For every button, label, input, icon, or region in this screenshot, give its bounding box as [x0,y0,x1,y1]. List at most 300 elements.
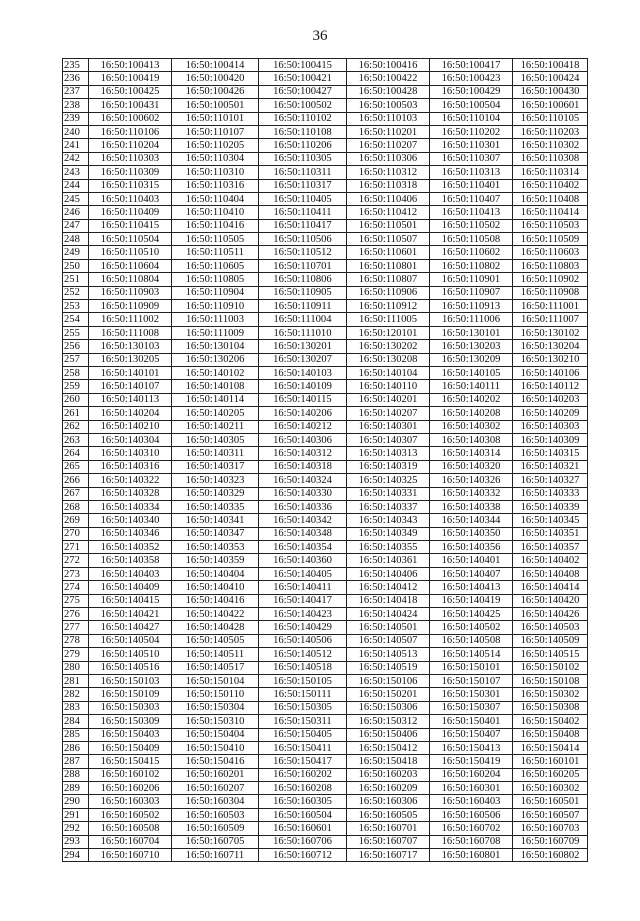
cadastral-number-cell: 16:50:110605 [172,259,259,272]
row-number: 267 [63,487,89,500]
row-number: 245 [63,192,89,205]
cadastral-number-cell: 16:50:140109 [259,380,347,393]
cadastral-number-cell: 16:50:130101 [430,326,513,339]
cadastral-number-cell: 16:50:140424 [347,608,430,621]
cadastral-number-cell: 16:50:160505 [347,808,430,821]
cadastral-number-cell: 16:50:110108 [259,125,347,138]
cadastral-number-cell: 16:50:160701 [347,822,430,835]
cadastral-number-cell: 16:50:150408 [513,728,588,741]
cadastral-number-cell: 16:50:110411 [259,206,347,219]
table-row [63,474,588,487]
row-number: 284 [63,715,89,728]
cadastral-number-cell: 16:50:160202 [259,768,347,781]
table-row [63,300,588,313]
table-row [63,192,588,205]
cadastral-number-cell: 16:50:160302 [513,782,588,795]
cadastral-number-cell: 16:50:111005 [347,313,430,326]
row-number: 281 [63,674,89,687]
cadastral-number-cell: 16:50:150410 [172,741,259,754]
cadastral-number-cell: 16:50:110311 [259,166,347,179]
table-row [63,313,588,326]
cadastral-number-cell: 16:50:160203 [347,768,430,781]
cadastral-number-cell: 16:50:140516 [89,661,172,674]
cadastral-number-cell: 16:50:140354 [259,541,347,554]
table-row [63,648,588,661]
cadastral-number-cell: 16:50:140323 [172,474,259,487]
cadastral-number-cell: 16:50:110312 [347,166,430,179]
cadastral-number-cell: 16:50:140309 [513,433,588,446]
cadastral-number-cell: 16:50:110603 [513,246,588,259]
cadastral-number-cell: 16:50:160206 [89,782,172,795]
cadastral-number-cell: 16:50:140360 [259,554,347,567]
cadastral-number-cell: 16:50:110804 [89,273,172,286]
table-row [63,688,588,701]
cadastral-number-cell: 16:50:100424 [513,72,588,85]
cadastral-number-cell: 16:50:140312 [259,447,347,460]
cadastral-number-cell: 16:50:140343 [347,514,430,527]
cadastral-number-cell: 16:50:150308 [513,701,588,714]
table-row [63,72,588,85]
cadastral-number-cell: 16:50:111007 [513,313,588,326]
cadastral-number-cell: 16:50:110103 [347,112,430,125]
cadastral-number-cell: 16:50:160403 [430,795,513,808]
cadastral-number-cell: 16:50:140317 [172,460,259,473]
cadastral-number-cell: 16:50:110412 [347,206,430,219]
cadastral-number-cell: 16:50:100602 [89,112,172,125]
cadastral-number-cell: 16:50:160303 [89,795,172,808]
cadastral-number-cell: 16:50:110317 [259,179,347,192]
table-row [63,567,588,580]
cadastral-number-cell: 16:50:140203 [513,393,588,406]
cadastral-number-cell: 16:50:140201 [347,393,430,406]
cadastral-number-cell: 16:50:140352 [89,541,172,554]
cadastral-number-cell: 16:50:140344 [430,514,513,527]
cadastral-number-cell: 16:50:110306 [347,152,430,165]
row-number: 288 [63,768,89,781]
cadastral-number-cell: 16:50:160801 [430,849,513,862]
cadastral-number-cell: 16:50:150104 [172,674,259,687]
cadastral-number-cell: 16:50:140427 [89,621,172,634]
cadastral-number-cell: 16:50:110202 [430,125,513,138]
cadastral-number-cell: 16:50:140311 [172,447,259,460]
cadastral-number-cell: 16:50:150412 [347,741,430,754]
row-number: 254 [63,313,89,326]
row-number: 264 [63,447,89,460]
cadastral-number-cell: 16:50:110506 [259,233,347,246]
row-number: 251 [63,273,89,286]
row-number: 266 [63,474,89,487]
cadastral-number-cell: 16:50:150310 [172,715,259,728]
cadastral-number-cell: 16:50:160501 [513,795,588,808]
cadastral-number-cell: 16:50:110315 [89,179,172,192]
row-number: 262 [63,420,89,433]
cadastral-number-cell: 16:50:111009 [172,326,259,339]
cadastral-number-cell: 16:50:140318 [259,460,347,473]
cadastral-number-cell: 16:50:150414 [513,741,588,754]
table-row [63,527,588,540]
row-number: 269 [63,514,89,527]
cadastral-number-cell: 16:50:140316 [89,460,172,473]
table-row [63,85,588,98]
cadastral-number-cell: 16:50:110307 [430,152,513,165]
cadastral-number-cell: 16:50:150305 [259,701,347,714]
table-row [63,541,588,554]
cadastral-number-cell: 16:50:110416 [172,219,259,232]
table-row [63,273,588,286]
cadastral-number-cell: 16:50:140422 [172,608,259,621]
cadastral-number-cell: 16:50:140335 [172,500,259,513]
cadastral-number-cell: 16:50:130204 [513,340,588,353]
cadastral-number-cell: 16:50:111006 [430,313,513,326]
cadastral-number-cell: 16:50:160306 [347,795,430,808]
cadastral-number-cell: 16:50:140315 [513,447,588,460]
cadastral-number-cell: 16:50:110305 [259,152,347,165]
cadastral-number-cell: 16:50:130102 [513,326,588,339]
cadastral-number-cell: 16:50:100503 [347,99,430,112]
cadastral-number-cell: 16:50:110913 [430,300,513,313]
cadastral-number-cell: 16:50:110414 [513,206,588,219]
cadastral-number-cell: 16:50:100419 [89,72,172,85]
cadastral-number-cell: 16:50:150402 [513,715,588,728]
cadastral-number-cell: 16:50:160504 [259,808,347,821]
cadastral-number-cell: 16:50:150108 [513,674,588,687]
cadastral-number-cell: 16:50:110701 [259,259,347,272]
cadastral-number-cell: 16:50:111008 [89,326,172,339]
cadastral-number-cell: 16:50:160508 [89,822,172,835]
row-number: 270 [63,527,89,540]
cadastral-number-cell: 16:50:140353 [172,541,259,554]
cadastral-number-cell: 16:50:140406 [347,567,430,580]
cadastral-number-cell: 16:50:110107 [172,125,259,138]
cadastral-number-cell: 16:50:100425 [89,85,172,98]
cadastral-number-cell: 16:50:140517 [172,661,259,674]
cadastral-number-cell: 16:50:110512 [259,246,347,259]
table-row [63,460,588,473]
cadastral-number-cell: 16:50:111002 [89,313,172,326]
cadastral-number-cell: 16:50:110201 [347,125,430,138]
cadastral-number-cell: 16:50:111003 [172,313,259,326]
cadastral-number-cell: 16:50:140304 [89,433,172,446]
cadastral-number-cell: 16:50:110502 [430,219,513,232]
table-row [63,487,588,500]
cadastral-number-cell: 16:50:150105 [259,674,347,687]
cadastral-number-cell: 16:50:110313 [430,166,513,179]
row-number: 248 [63,233,89,246]
cadastral-number-cell: 16:50:150109 [89,688,172,701]
cadastral-number-cell: 16:50:140359 [172,554,259,567]
row-number: 287 [63,755,89,768]
cadastral-number-cell: 16:50:140204 [89,407,172,420]
cadastral-number-cell: 16:50:100429 [430,85,513,98]
cadastral-number-cell: 16:50:140301 [347,420,430,433]
cadastral-number-cell: 16:50:160709 [513,835,588,848]
cadastral-number-cell: 16:50:140503 [513,621,588,634]
table-row [63,99,588,112]
cadastral-number-cell: 16:50:100431 [89,99,172,112]
cadastral-number-cell: 16:50:110604 [89,259,172,272]
table-row [63,594,588,607]
table-row [63,715,588,728]
cadastral-number-cell: 16:50:110901 [430,273,513,286]
cadastral-number-cell: 16:50:140302 [430,420,513,433]
cadastral-number-cell: 16:50:100416 [347,59,430,72]
cadastral-number-cell: 16:50:100414 [172,59,259,72]
cadastral-number-cell: 16:50:110301 [430,139,513,152]
cadastral-number-cell: 16:50:160205 [513,768,588,781]
row-number: 261 [63,407,89,420]
cadastral-number-cell: 16:50:110318 [347,179,430,192]
table-row [63,728,588,741]
cadastral-number-cell: 16:50:110909 [89,300,172,313]
row-number: 289 [63,782,89,795]
cadastral-number-cell: 16:50:150404 [172,728,259,741]
cadastral-number-cell: 16:50:150111 [259,688,347,701]
cadastral-number-cell: 16:50:110407 [430,192,513,205]
cadastral-number-cell: 16:50:140303 [513,420,588,433]
cadastral-number-cell: 16:50:150403 [89,728,172,741]
cadastral-number-cell: 16:50:140326 [430,474,513,487]
cadastral-number-cell: 16:50:140337 [347,500,430,513]
cadastral-number-cell: 16:50:110501 [347,219,430,232]
cadastral-number-cell: 16:50:140321 [513,460,588,473]
row-number: 278 [63,634,89,647]
cadastral-number-cell: 16:50:160506 [430,808,513,821]
cadastral-number-cell: 16:50:110511 [172,246,259,259]
cadastral-number-cell: 16:50:140426 [513,608,588,621]
cadastral-number-cell: 16:50:150309 [89,715,172,728]
cadastral-number-cell: 16:50:110503 [513,219,588,232]
row-number: 285 [63,728,89,741]
cadastral-number-cell: 16:50:100430 [513,85,588,98]
table-row [63,554,588,567]
row-number: 240 [63,125,89,138]
row-number: 294 [63,849,89,862]
cadastral-number-cell: 16:50:160102 [89,768,172,781]
cadastral-number-cell: 16:50:140349 [347,527,430,540]
cadastral-number-cell: 16:50:140325 [347,474,430,487]
cadastral-number-cell: 16:50:110410 [172,206,259,219]
cadastral-number-cell: 16:50:130210 [513,353,588,366]
cadastral-number-cell: 16:50:110903 [89,286,172,299]
cadastral-number-cell: 16:50:140345 [513,514,588,527]
cadastral-number-cell: 16:50:140356 [430,541,513,554]
cadastral-number-cell: 16:50:140416 [172,594,259,607]
cadastral-number-cell: 16:50:140405 [259,567,347,580]
cadastral-number-cell: 16:50:140208 [430,407,513,420]
cadastral-number-cell: 16:50:110104 [430,112,513,125]
cadastral-number-cell: 16:50:140202 [430,393,513,406]
cadastral-number-cell: 16:50:140501 [347,621,430,634]
cadastral-number-cell: 16:50:160208 [259,782,347,795]
cadastral-number-cell: 16:50:140209 [513,407,588,420]
row-number: 279 [63,648,89,661]
cadastral-number-cell: 16:50:150418 [347,755,430,768]
row-number: 249 [63,246,89,259]
cadastral-number-cell: 16:50:140404 [172,567,259,580]
cadastral-number-cell: 16:50:140407 [430,567,513,580]
cadastral-number-cell: 16:50:140211 [172,420,259,433]
cadastral-number-cell: 16:50:110402 [513,179,588,192]
cadastral-number-cell: 16:50:140502 [430,621,513,634]
table-row [63,755,588,768]
row-number: 238 [63,99,89,112]
row-number: 273 [63,567,89,580]
cadastral-number-cell: 16:50:140308 [430,433,513,446]
cadastral-number-cell: 16:50:140350 [430,527,513,540]
cadastral-number-cell: 16:50:160708 [430,835,513,848]
cadastral-number-cell: 16:50:140336 [259,500,347,513]
cadastral-number-cell: 16:50:160509 [172,822,259,835]
cadastral-number-cell: 16:50:110415 [89,219,172,232]
cadastral-number-cell: 16:50:140107 [89,380,172,393]
cadastral-number-cell: 16:50:150405 [259,728,347,741]
cadastral-number-cell: 16:50:140113 [89,393,172,406]
cadastral-number-cell: 16:50:150102 [513,661,588,674]
cadastral-number-cell: 16:50:140313 [347,447,430,460]
cadastral-number-cell: 16:50:110101 [172,112,259,125]
cadastral-number-cell: 16:50:140112 [513,380,588,393]
cadastral-number-cell: 16:50:140519 [347,661,430,674]
row-number: 286 [63,741,89,754]
cadastral-number-cell: 16:50:140324 [259,474,347,487]
cadastral-number-cell: 16:50:100417 [430,59,513,72]
table-row [63,782,588,795]
cadastral-number-cell: 16:50:130202 [347,340,430,353]
cadastral-number-cell: 16:50:110403 [89,192,172,205]
cadastral-number-cell: 16:50:100415 [259,59,347,72]
cadastral-number-cell: 16:50:130104 [172,340,259,353]
cadastral-number-cell: 16:50:140411 [259,581,347,594]
cadastral-number-cell: 16:50:150419 [430,755,513,768]
cadastral-number-cell: 16:50:160204 [430,768,513,781]
cadastral-number-cell: 16:50:110304 [172,152,259,165]
cadastral-number-cell: 16:50:100501 [172,99,259,112]
cadastral-number-cell: 16:50:110601 [347,246,430,259]
cadastral-number-cell: 16:50:140514 [430,648,513,661]
cadastral-number-cell: 16:50:111004 [259,313,347,326]
cadastral-number-cell: 16:50:150417 [259,755,347,768]
cadastral-number-cell: 16:50:140355 [347,541,430,554]
cadastral-number-cell: 16:50:140305 [172,433,259,446]
cadastral-number-cell: 16:50:110505 [172,233,259,246]
cadastral-number-cell: 16:50:140338 [430,500,513,513]
cadastral-number-cell: 16:50:150401 [430,715,513,728]
cadastral-number-cell: 16:50:110806 [259,273,347,286]
cadastral-number-cell: 16:50:140322 [89,474,172,487]
cadastral-number-cell: 16:50:110906 [347,286,430,299]
cadastral-number-cell: 16:50:150406 [347,728,430,741]
cadastral-number-cell: 16:50:110206 [259,139,347,152]
cadastral-number-cell: 16:50:140103 [259,366,347,379]
cadastral-number-cell: 16:50:140425 [430,608,513,621]
cadastral-number-cell: 16:50:140358 [89,554,172,567]
cadastral-number-cell: 16:50:140334 [89,500,172,513]
cadastral-number-cell: 16:50:140513 [347,648,430,661]
row-number: 271 [63,541,89,554]
row-number: 241 [63,139,89,152]
cadastral-number-cell: 16:50:160305 [259,795,347,808]
cadastral-number-cell: 16:50:150103 [89,674,172,687]
cadastral-number-cell: 16:50:140207 [347,407,430,420]
cadastral-number-cell: 16:50:110413 [430,206,513,219]
cadastral-number-cell: 16:50:110905 [259,286,347,299]
cadastral-number-cell: 16:50:150101 [430,661,513,674]
cadastral-number-cell: 16:50:160304 [172,795,259,808]
cadastral-number-cell: 16:50:110303 [89,152,172,165]
cadastral-number-cell: 16:50:110106 [89,125,172,138]
cadastral-number-cell: 16:50:160502 [89,808,172,821]
cadastral-number-cell: 16:50:130205 [89,353,172,366]
cadastral-number-cell: 16:50:160802 [513,849,588,862]
cadastral-number-cell: 16:50:140423 [259,608,347,621]
row-number: 236 [63,72,89,85]
cadastral-number-cell: 16:50:110401 [430,179,513,192]
cadastral-number-cell: 16:50:150416 [172,755,259,768]
cadastral-number-cell: 16:50:160703 [513,822,588,835]
cadastral-number-cell: 16:50:140330 [259,487,347,500]
cadastral-number-cell: 16:50:150304 [172,701,259,714]
cadastral-number-cell: 16:50:160706 [259,835,347,848]
cadastral-number-cell: 16:50:150311 [259,715,347,728]
cadastral-number-cell: 16:50:140428 [172,621,259,634]
cadastral-number-cell: 16:50:110907 [430,286,513,299]
row-number: 243 [63,166,89,179]
row-number: 293 [63,835,89,848]
table-row [63,661,588,674]
table-row [63,500,588,513]
cadastral-number-cell: 16:50:140412 [347,581,430,594]
cadastral-number-cell: 16:50:150106 [347,674,430,687]
cadastral-number-cell: 16:50:150110 [172,688,259,701]
cadastral-number-cell: 16:50:140320 [430,460,513,473]
cadastral-number-cell: 16:50:140509 [513,634,588,647]
cadastral-number-cell: 16:50:110910 [172,300,259,313]
cadastral-number-cell: 16:50:100421 [259,72,347,85]
row-number: 258 [63,366,89,379]
cadastral-number-cell: 16:50:140403 [89,567,172,580]
cadastral-number-cell: 16:50:140508 [430,634,513,647]
cadastral-number-cell: 16:50:150411 [259,741,347,754]
cadastral-number-cell: 16:50:140111 [430,380,513,393]
cadastral-number-cell: 16:50:110309 [89,166,172,179]
cadastral-number-cell: 16:50:110102 [259,112,347,125]
cadastral-number-cell: 16:50:110203 [513,125,588,138]
table-row [63,849,588,862]
table-row [63,433,588,446]
cadastral-number-cell: 16:50:110417 [259,219,347,232]
table-row [63,152,588,165]
row-number: 268 [63,500,89,513]
cadastral-number-cell: 16:50:110406 [347,192,430,205]
cadastral-number-cell: 16:50:140307 [347,433,430,446]
table-row [63,822,588,835]
cadastral-number-cell: 16:50:140314 [430,447,513,460]
cadastral-number-cell: 16:50:110204 [89,139,172,152]
cadastral-number-cell: 16:50:140319 [347,460,430,473]
table-row [63,768,588,781]
cadastral-number-cell: 16:50:140333 [513,487,588,500]
cadastral-number-cell: 16:50:100413 [89,59,172,72]
cadastral-number-cell: 16:50:140414 [513,581,588,594]
cadastral-number-cell: 16:50:110409 [89,206,172,219]
cadastral-number-cell: 16:50:140105 [430,366,513,379]
cadastral-number-cell: 16:50:140206 [259,407,347,420]
table-row [63,219,588,232]
cadastral-number-cell: 16:50:140518 [259,661,347,674]
cadastral-number-cell: 16:50:130103 [89,340,172,353]
cadastral-number-cell: 16:50:140108 [172,380,259,393]
cadastral-number-cell: 16:50:130207 [259,353,347,366]
